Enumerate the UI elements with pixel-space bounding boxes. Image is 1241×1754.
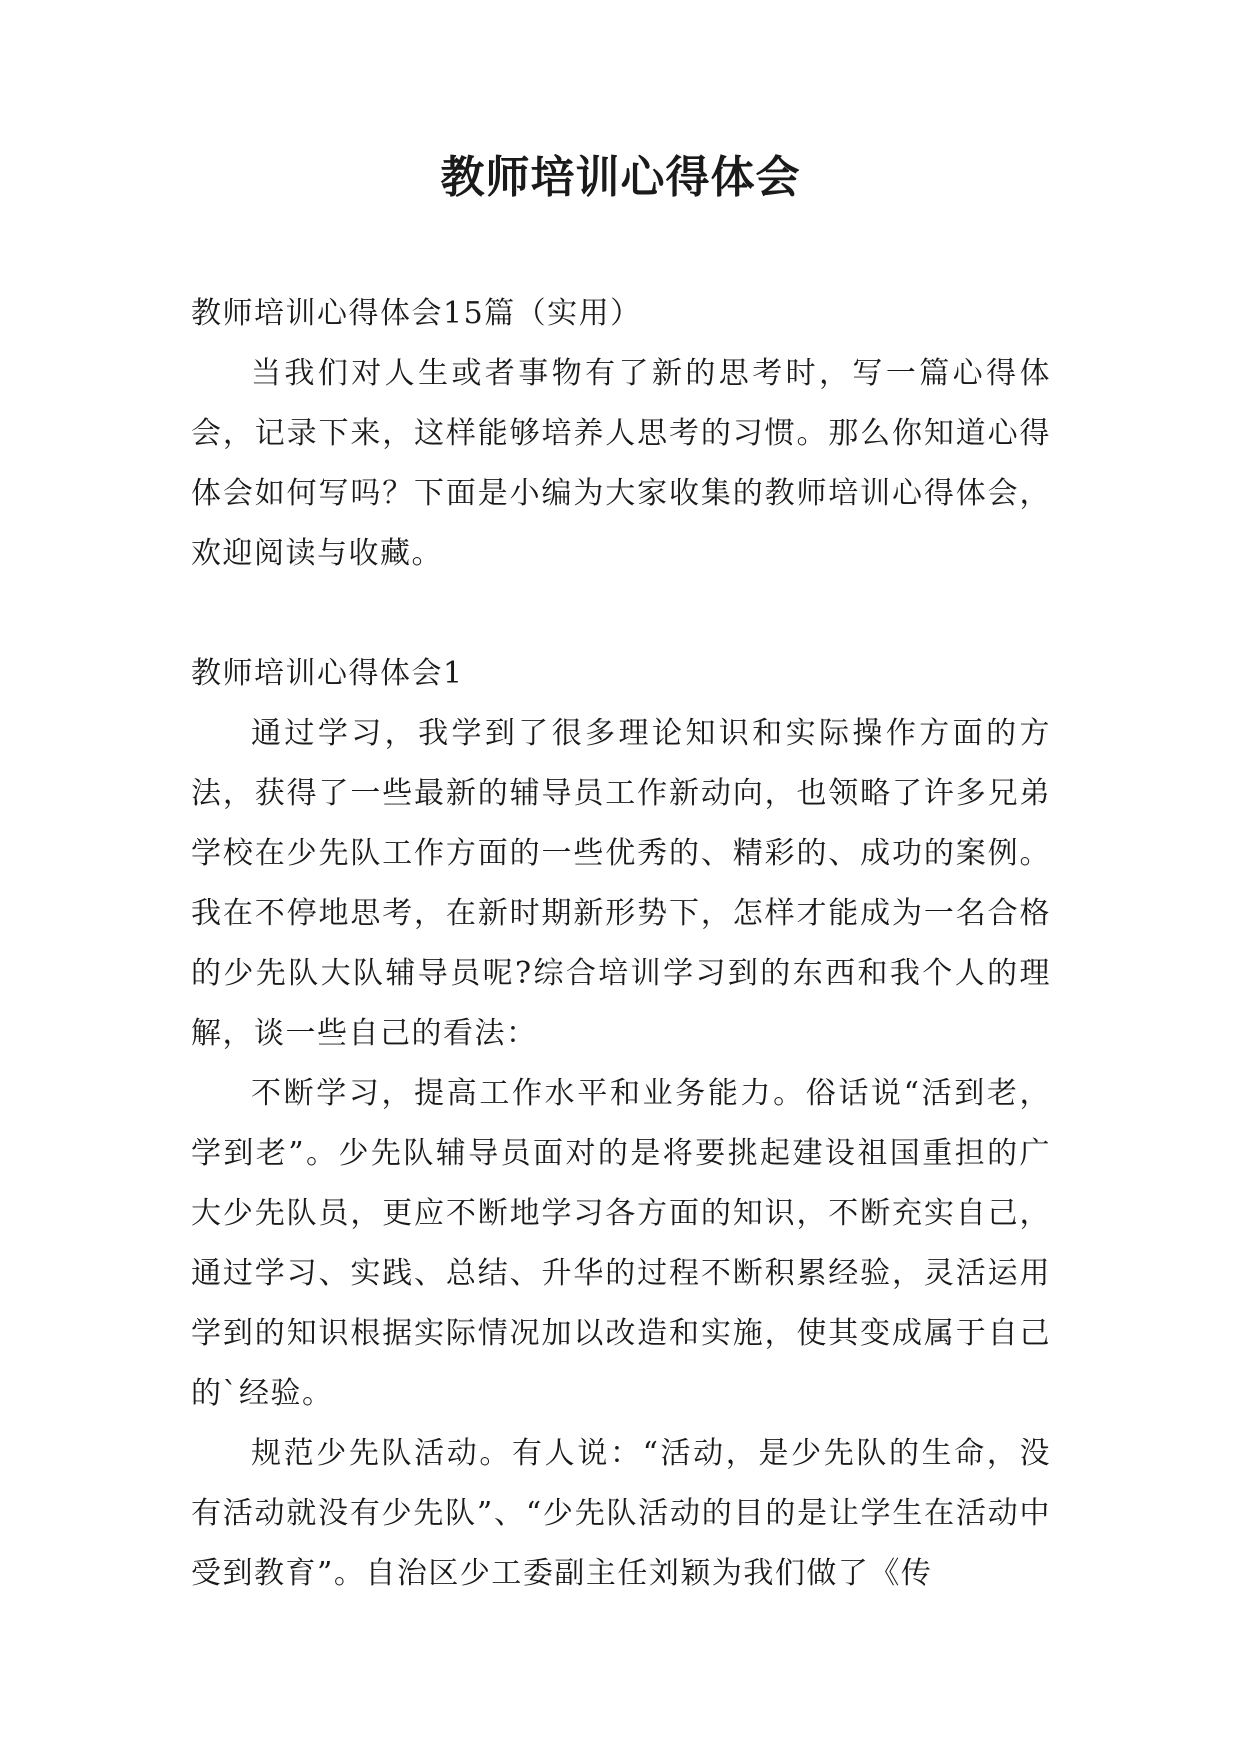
intro-paragraph: 当我们对人生或者事物有了新的思考时，写一篇心得体会，记录下来，这样能够培养人思考的习惯。那么你知道心得体会如何写吗？下面是小编为大家收集的教师培训心得体会，欢迎阅读与收藏。 (191, 356, 1051, 571)
document-title: 教师培训心得体会 (440, 152, 801, 203)
body-paragraph: 规范少先队活动。有人说：“活动，是少先队的生命，没有活动就没有少先队”、“少先队活动的目的是让学生在活动中受到教育”。自治区少工委副主任刘颖为我们做了《传 (191, 1436, 1051, 1591)
intro-heading: 教师培训心得体会15篇（实用） (191, 296, 642, 331)
section-heading: 教师培训心得体会1 (191, 656, 464, 691)
body-paragraph: 不断学习，提高工作水平和业务能力。俗话说“活到老，学到老”。少先队辅导员面对的是将要挑起建设祖国重担的广大少先队员，更应不断地学习各方面的知识，不断充实自己，通过学习、实践、总结、升华的过程不断积累经验，灵活运用学到的知识根据实际情况加以改造和实施，使其变成属于自己的`经验。 (191, 1076, 1051, 1411)
document-body (191, 284, 1051, 1604)
section-spacer (191, 584, 1051, 644)
body-paragraph: 通过学习，我学到了很多理论知识和实际操作方面的方法，获得了一些最新的辅导员工作新动向，也领略了许多兄弟学校在少先队工作方面的一些优秀的、精彩的、成功的案例。我在不停地思考，在新时期新形势下，怎样才能成为一名合格的少先队大队辅导员呢?综合培训学习到的东西和我个人的理解，谈一些自己的看法： (191, 716, 1051, 1051)
